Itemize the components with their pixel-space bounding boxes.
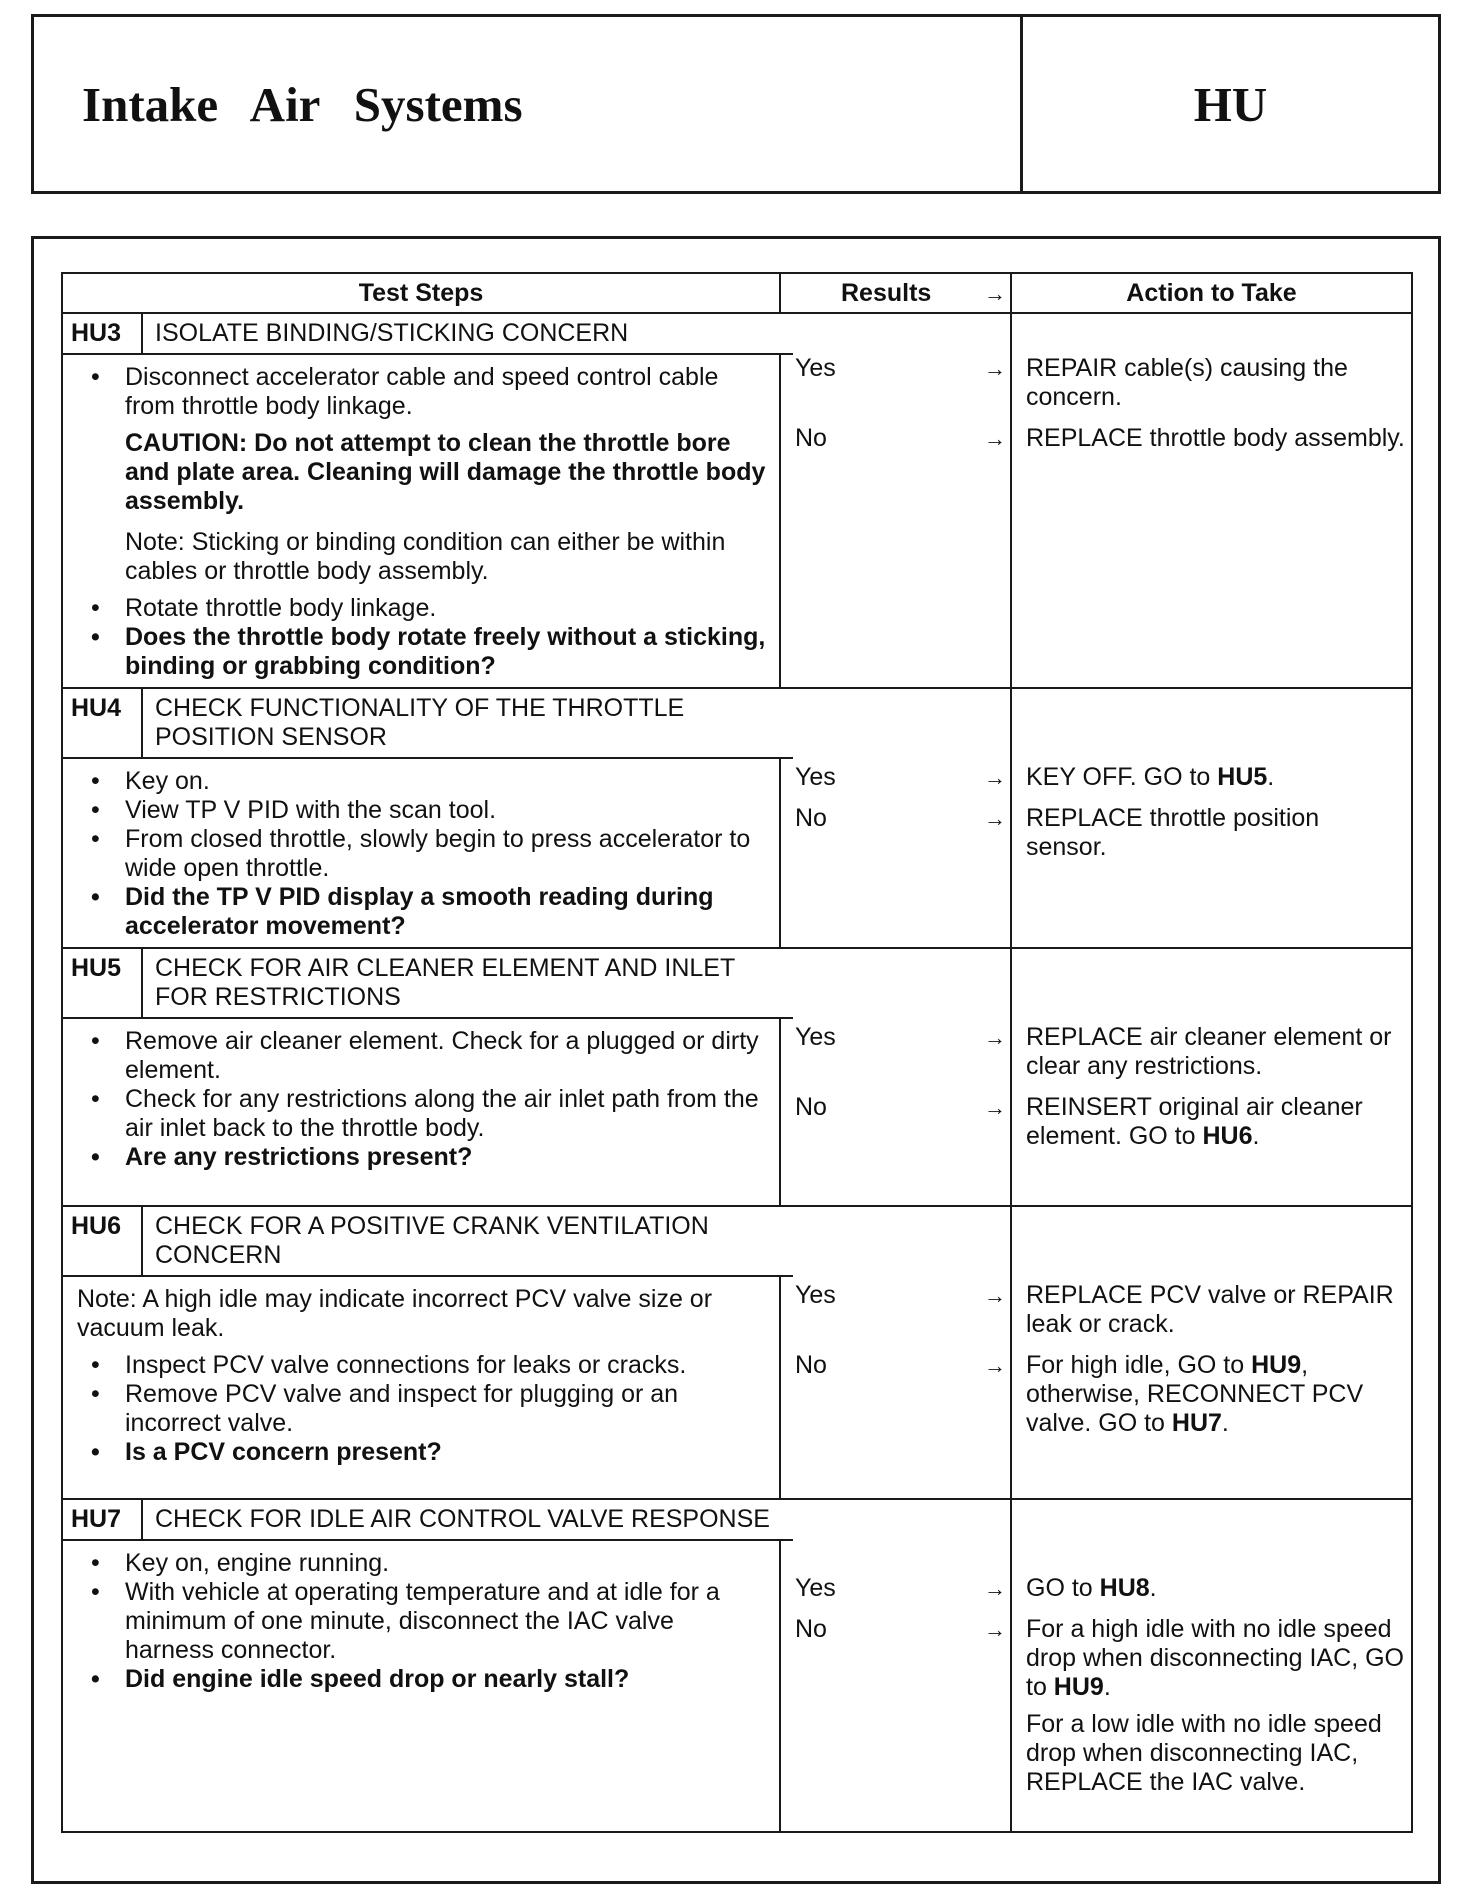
- step-question: • Does the throttle body rotate freely without a sticking, binding or grabbing condition?: [77, 623, 769, 681]
- actions-cell-hu6: [1011, 1206, 1412, 1499]
- step-bullet: • Key on.: [77, 767, 769, 796]
- step-cell-hu6: [62, 1206, 780, 1499]
- step-reference: HU5: [1217, 763, 1268, 791]
- table-row: [62, 688, 1412, 948]
- note-text: Note: Sticking or binding condition can either be within cables or throttle body assembly.: [125, 528, 726, 585]
- page-title: Intake Air Systems: [82, 76, 523, 132]
- step-question: • Did the TP V PID display a smooth reading during accelerator movement?: [77, 883, 769, 941]
- step-cell-hu5: [62, 948, 780, 1206]
- step-reference: HU9: [1053, 1673, 1104, 1701]
- result-yes: Yes: [795, 1281, 836, 1309]
- action-yes: REPLACE PCV valve or REPAIR leak or crack.: [1026, 1281, 1394, 1338]
- step-bullet: • Check for any restrictions along the air inlet path from the air inlet back to the throttle body.: [77, 1085, 769, 1143]
- step-bullet: • Remove air cleaner element. Check for a plugged or dirty element.: [77, 1027, 769, 1085]
- step-reference: HU6: [1202, 1122, 1253, 1150]
- step-code: HU7: [63, 1500, 143, 1539]
- table-row: [62, 1206, 1412, 1499]
- action-yes: REPAIR cable(s) causing the concern.: [1026, 354, 1348, 411]
- actions-cell-hu5: [1011, 948, 1412, 1206]
- result-no: No: [795, 424, 827, 452]
- step-header: [63, 1500, 793, 1541]
- step-question: • Are any restrictions present?: [77, 1143, 769, 1172]
- action-yes: REPLACE air cleaner element or clear any restrictions.: [1026, 1023, 1392, 1080]
- step-code: HU3: [63, 314, 143, 353]
- step-code: HU5: [63, 949, 143, 1017]
- action-yes: KEY OFF. GO to HU5.: [1026, 763, 1275, 791]
- results-cell-hu3: [780, 313, 1011, 688]
- table-row: [62, 948, 1412, 1206]
- step-question: • Did engine idle speed drop or nearly stall?: [77, 1665, 769, 1694]
- right-arrow-icon: →: [984, 1095, 1006, 1120]
- step-reference: HU8: [1099, 1574, 1150, 1602]
- title-panel: [34, 17, 1023, 191]
- result-yes: Yes: [795, 1023, 836, 1051]
- results-cell-hu4: [780, 688, 1011, 948]
- step-question: • Is a PCV concern present?: [77, 1438, 769, 1467]
- step-header: [63, 949, 793, 1019]
- right-arrow-icon: →: [984, 280, 1006, 306]
- result-yes: Yes: [795, 354, 836, 382]
- step-reference: HU9: [1251, 1351, 1302, 1379]
- step-body: [63, 1541, 779, 1700]
- result-yes: Yes: [795, 763, 836, 791]
- right-arrow-icon: →: [984, 1617, 1006, 1642]
- step-bullet: • From closed throttle, slowly begin to press accelerator to wide open throttle.: [77, 825, 769, 883]
- step-cell-hu3: [62, 313, 780, 688]
- col-header-results: [780, 273, 1011, 313]
- table-row: [62, 313, 1412, 688]
- section-code-panel: [1023, 17, 1438, 191]
- result-yes: Yes: [795, 1574, 836, 1602]
- step-title: CHECK FOR IDLE AIR CONTROL VALVE RESPONSE: [155, 1505, 770, 1533]
- step-title: CHECK FUNCTIONALITY OF THE THROTTLE POSITION SENSOR: [155, 694, 685, 751]
- step-cell-hu4: [62, 688, 780, 948]
- step-bullet: • View TP V PID with the scan tool.: [77, 796, 769, 825]
- actions-cell-hu7: [1011, 1499, 1412, 1832]
- step-header: [63, 314, 793, 355]
- action-no: REINSERT original air cleaner element. GO to HU6.: [1026, 1093, 1363, 1150]
- step-body: [63, 1019, 779, 1178]
- action-no-alt: For a low idle with no idle speed drop when disconnecting IAC, REPLACE the IAC valve.: [1026, 1710, 1382, 1796]
- step-code: HU6: [63, 1207, 143, 1275]
- result-no: No: [795, 804, 827, 832]
- diagnostic-table: [61, 272, 1413, 1833]
- results-cell-hu6: [780, 1206, 1011, 1499]
- step-bullet: • Inspect PCV valve connections for leaks or cracks.: [77, 1351, 769, 1380]
- step-title: CHECK FOR A POSITIVE CRANK VENTILATION CONCERN: [155, 1212, 709, 1269]
- action-no: REPLACE throttle body assembly.: [1026, 424, 1405, 452]
- right-arrow-icon: →: [984, 765, 1006, 790]
- step-body: [63, 1277, 779, 1473]
- step-title: ISOLATE BINDING/STICKING CONCERN: [155, 319, 629, 347]
- step-cell-hu7: [62, 1499, 780, 1832]
- note-text: Note: A high idle may indicate incorrect PCV valve size or vacuum leak.: [77, 1285, 713, 1342]
- right-arrow-icon: →: [984, 426, 1006, 451]
- step-bullet: • With vehicle at operating temperature and at idle for a minimum of one minute, disconnect the IAC valve harness connector.: [77, 1578, 769, 1665]
- right-arrow-icon: →: [984, 1576, 1006, 1601]
- step-bullet: • Key on, engine running.: [77, 1549, 769, 1578]
- step-bullet: • Disconnect accelerator cable and speed control cable from throttle body linkage.: [77, 363, 769, 421]
- step-body: [63, 759, 779, 947]
- right-arrow-icon: →: [984, 806, 1006, 831]
- step-bullet: • Remove PCV valve and inspect for plugging or an incorrect valve.: [77, 1380, 769, 1438]
- result-no: No: [795, 1351, 827, 1379]
- actions-cell-hu3: [1011, 313, 1412, 688]
- results-cell-hu7: [780, 1499, 1011, 1832]
- col-header-results-label: Results: [841, 278, 932, 307]
- result-no: No: [795, 1615, 827, 1643]
- step-body: [63, 355, 779, 687]
- results-cell-hu5: [780, 948, 1011, 1206]
- table-header-row: [62, 273, 1412, 313]
- step-reference: HU7: [1171, 1409, 1222, 1437]
- step-title: CHECK FOR AIR CLEANER ELEMENT AND INLET FOR RESTRICTIONS: [155, 954, 735, 1011]
- result-no: No: [795, 1093, 827, 1121]
- right-arrow-icon: →: [984, 1353, 1006, 1378]
- step-bullet: • Rotate throttle body linkage.: [77, 594, 769, 623]
- right-arrow-icon: →: [984, 1025, 1006, 1050]
- right-arrow-icon: →: [984, 356, 1006, 381]
- col-header-steps: Test Steps: [62, 273, 780, 313]
- right-arrow-icon: →: [984, 1283, 1006, 1308]
- section-code: HU: [1193, 76, 1268, 132]
- action-yes: GO to HU8.: [1026, 1574, 1157, 1602]
- action-no: For high idle, GO to HU9, otherwise, RECONNECT PCV valve. GO to HU7.: [1026, 1351, 1364, 1437]
- caution-text: CAUTION: Do not attempt to clean the throttle bore and plate area. Cleaning will damage the throttle body assembly.: [125, 429, 766, 515]
- step-header: [63, 1207, 793, 1277]
- title-box: [31, 14, 1441, 194]
- table-row: [62, 1499, 1412, 1832]
- step-header: [63, 689, 793, 759]
- actions-cell-hu4: [1011, 688, 1412, 948]
- col-header-actions: Action to Take: [1011, 273, 1412, 313]
- action-no: REPLACE throttle position sensor.: [1026, 804, 1320, 861]
- step-code: HU4: [63, 689, 143, 757]
- action-no: For a high idle with no idle speed drop when disconnecting IAC, GO to HU9.: [1026, 1615, 1404, 1701]
